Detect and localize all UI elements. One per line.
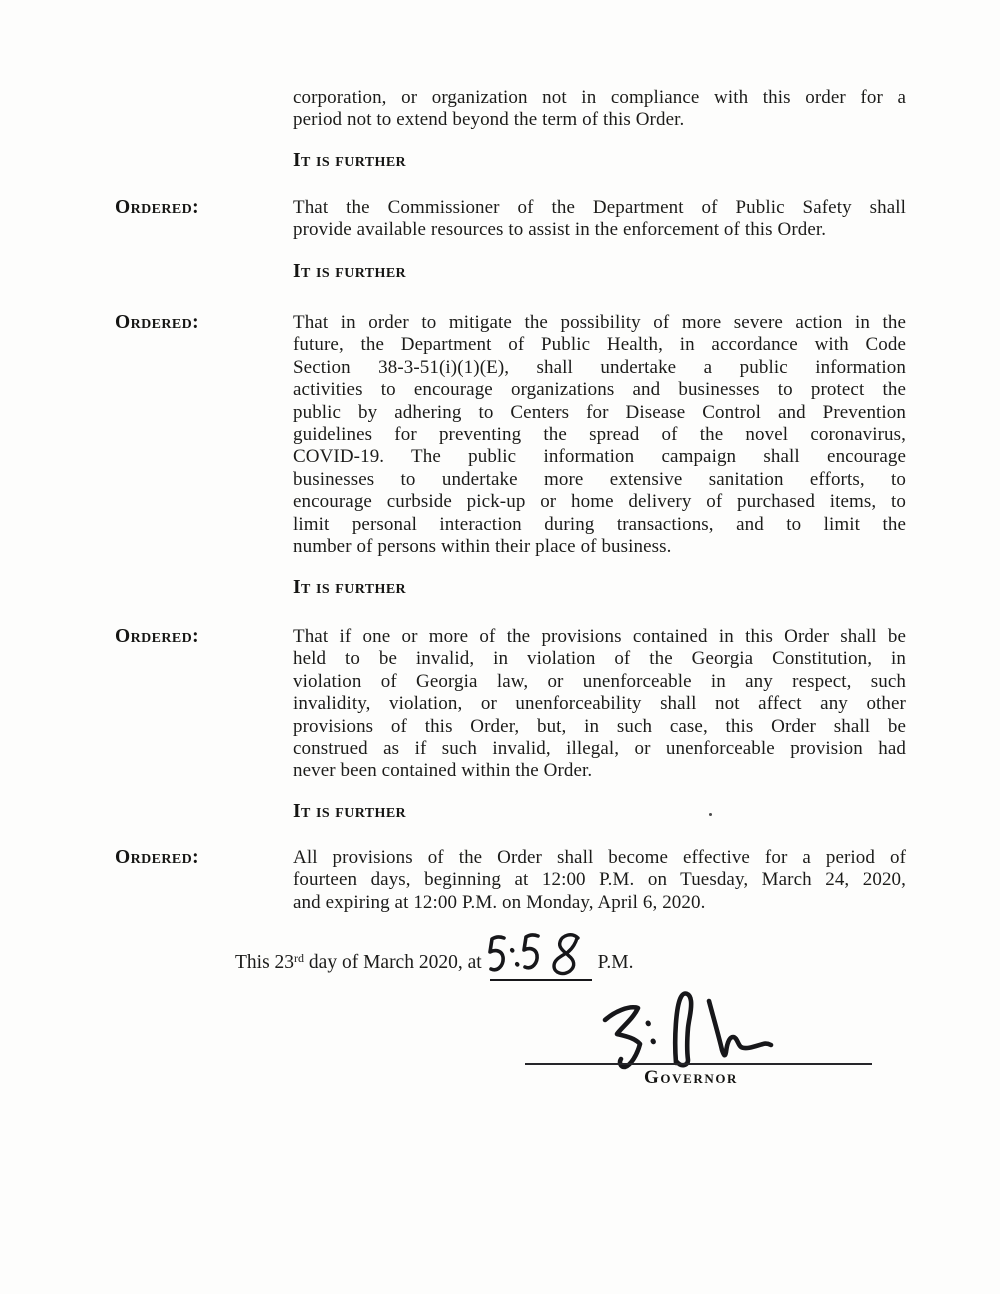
ordered-label-2: Ordered: xyxy=(115,312,199,333)
text-line: That if one or more of the provisions contained in this Order shall be xyxy=(293,626,906,647)
governor-signature xyxy=(592,986,782,1074)
text-line: public by adhering to Centers for Disease Control and Prevention xyxy=(293,401,906,423)
text-line: and expiring at 12:00 P.M. on Monday, April 6, 2020. xyxy=(293,891,706,913)
ordered-label-3: Ordered: xyxy=(115,626,199,647)
text-line: Section 38-3-51(i)(1)(E), shall undertake a public information xyxy=(293,356,906,378)
text-line: future, the Department of Public Health, in accordance with Code xyxy=(293,334,906,356)
further-heading-3: It is further xyxy=(293,577,407,598)
date-prefix: This 23 xyxy=(235,952,295,973)
text-line: businesses to undertake more extensive sanitation efforts, to xyxy=(293,468,906,490)
text-line: number of persons within their place of business. xyxy=(293,536,672,558)
handwritten-time xyxy=(488,931,586,977)
ordered-label-1: Ordered: xyxy=(115,197,199,218)
date-middle: day of March 2020, at xyxy=(304,952,482,973)
ordered-paragraph-2 xyxy=(293,312,906,558)
time-underline xyxy=(490,959,592,981)
text-line: That the Commissioner of the Department of Public Safety shall xyxy=(293,197,906,218)
text-line: encourage curbside pick-up or home delivery of purchased items, to xyxy=(293,491,906,513)
text-line: violation of Georgia law, or unenforceable in any respect, such xyxy=(293,670,906,692)
text-line: activities to encourage organizations and businesses to protect the xyxy=(293,379,906,401)
further-heading-1: It is further xyxy=(293,150,407,171)
date-line xyxy=(235,951,633,981)
text-line: construed as if such invalid, illegal, or unenforceable provision had xyxy=(293,738,906,760)
ordered-paragraph-3 xyxy=(293,626,906,783)
text-line: provide available resources to assist in the enforcement of this Order. xyxy=(293,219,827,241)
text-line: All provisions of the Order shall become effective for a period of xyxy=(293,847,906,868)
date-suffix: P.M. xyxy=(597,952,634,973)
text-line: COVID-19. The public information campaign shall encourage xyxy=(293,446,906,468)
text-line: fourteen days, beginning at 12:00 P.M. on Tuesday, March 24, 2020, xyxy=(293,869,906,891)
further-heading-2: It is further xyxy=(293,261,407,282)
text-line: period not to extend beyond the term of this Order. xyxy=(293,109,685,131)
signature-line xyxy=(525,1063,872,1065)
text-line: invalidity, violation, or unenforceability shall not affect any other xyxy=(293,693,906,715)
governor-title: Governor xyxy=(644,1067,739,1088)
text-line: limit personal interaction during transactions, and to limit the xyxy=(293,513,906,535)
text-line: provisions of this Order, but, in such case, this Order shall be xyxy=(293,715,906,737)
ordered-paragraph-4 xyxy=(293,847,906,914)
intro-paragraph xyxy=(293,87,906,132)
text-line: held to be invalid, in violation of the Georgia Constitution, in xyxy=(293,648,906,670)
further-heading-4: It is further xyxy=(293,801,407,822)
ordered-paragraph-1 xyxy=(293,197,906,242)
scan-dot-artifact xyxy=(709,813,712,816)
text-line: guidelines for preventing the spread of the novel coronavirus, xyxy=(293,424,906,446)
text-line: never been contained within the Order. xyxy=(293,760,593,782)
ordered-label-4: Ordered: xyxy=(115,847,199,868)
text-line: corporation, or organization not in compliance with this order for a xyxy=(293,87,906,108)
text-line: That in order to mitigate the possibility of more severe action in the xyxy=(293,312,906,333)
date-ordinal: rd xyxy=(294,951,305,965)
